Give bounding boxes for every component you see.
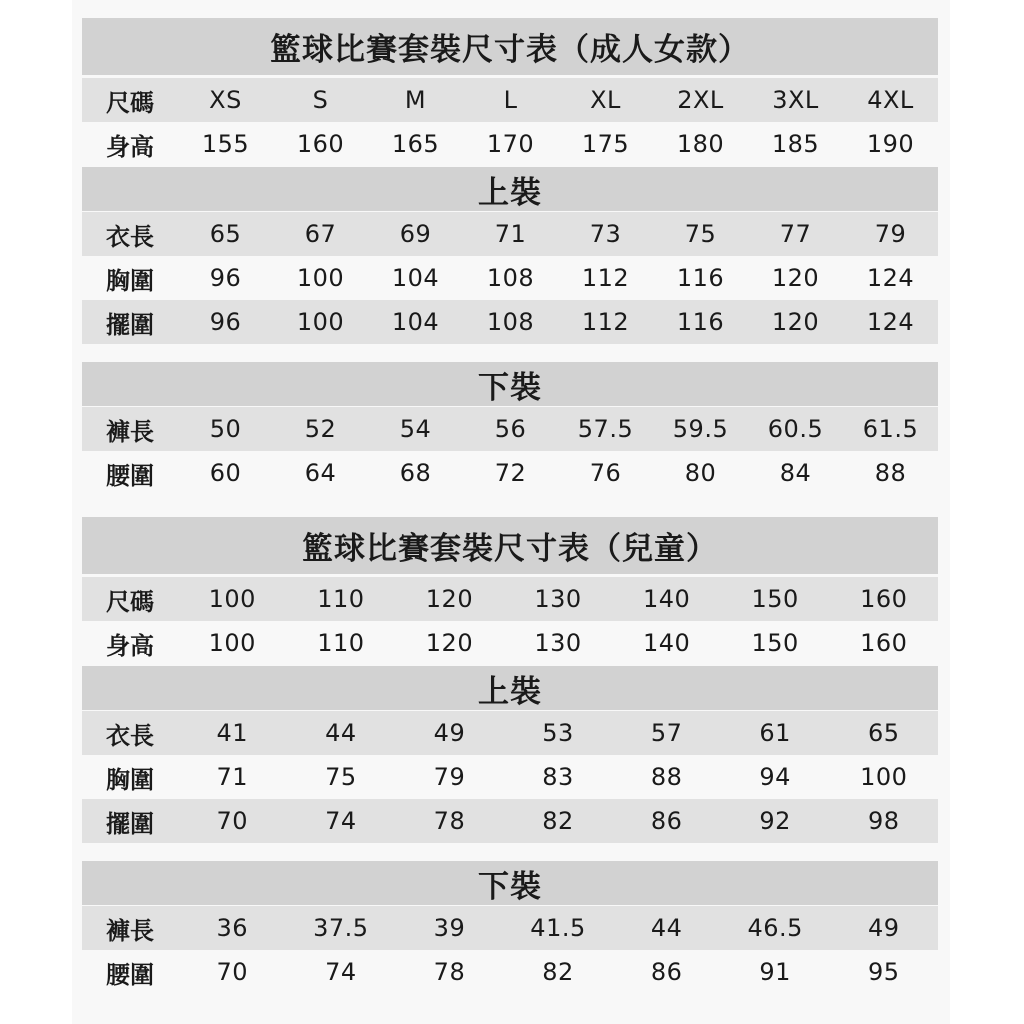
table-cell: 104 [391,308,440,336]
table-cell: 112 [581,264,630,292]
table-cell: 2XL [677,86,724,114]
table-cell: 110 [317,629,365,657]
table-cell: 49 [433,719,466,747]
table-cell: 160 [860,585,908,613]
row-label-height: 身高 [106,132,154,161]
adult-pants-cells [178,415,938,443]
table-cell: 52 [304,415,337,443]
table-cell: 140 [642,585,691,613]
table-cell: 70 [216,958,249,986]
row-label-size: 尺碼 [106,88,154,117]
table-cell: 79 [874,220,907,248]
table-cell: 41.5 [530,914,586,942]
table-cell: 73 [589,220,622,248]
table-cell: 120 [771,264,820,292]
row-label-waist: 腰圍 [106,960,154,989]
table-cell: 79 [433,763,466,791]
table-cell: 39 [433,914,466,942]
child-chart-title: 籃球比賽套裝尺寸表（兒童） [82,517,938,574]
table-cell: 104 [391,264,440,292]
child-chest-cells [178,763,938,791]
adult-chest-cells [178,264,938,292]
row-label-height: 身高 [106,631,154,660]
table-cell: 54 [399,415,432,443]
child-waist-row [82,950,938,994]
child-waist-cells [178,958,938,986]
child-hem-cells [178,807,938,835]
adult-bottom-section-header: 下裝 [82,362,938,406]
table-cell: 100 [208,629,256,657]
child-height-row [82,621,938,665]
adult-top-section-header: 上裝 [82,167,938,211]
table-cell: 3XL [772,86,819,114]
table-cell: 100 [860,763,908,791]
table-cell: 91 [759,958,791,986]
table-cell: 74 [325,958,357,986]
table-cell: 140 [642,629,691,657]
child-height-cells [178,629,938,657]
child-pants-cells [178,914,938,942]
table-cell: 57.5 [577,415,634,443]
child-chest-row [82,755,938,799]
table-cell: 75 [684,220,717,248]
table-cell: 78 [433,958,466,986]
table-cell: 50 [209,415,242,443]
table-cell: 185 [771,130,820,158]
table-cell: 86 [650,958,683,986]
row-label-hem: 擺圍 [106,809,154,838]
row-label-chest: 胸圍 [106,266,154,295]
table-cell: 190 [866,130,915,158]
table-cell: 71 [216,763,249,791]
adult-waist-row [82,451,938,495]
table-cell: 59.5 [672,415,729,443]
adult-height-row [82,122,938,166]
table-cell: 94 [759,763,791,791]
table-cell: 71 [494,220,527,248]
table-cell: 49 [867,914,900,942]
table-cell: 92 [759,807,791,835]
table-cell: 175 [581,130,630,158]
adult-pants-row [82,407,938,451]
table-cell: 88 [650,763,683,791]
table-cell: 155 [201,130,250,158]
table-cell: 60.5 [767,415,824,443]
table-cell: 78 [433,807,466,835]
table-cell: 80 [684,459,717,487]
row-label-pants-length: 褲長 [106,417,154,446]
table-cell: 44 [650,914,683,942]
table-cell: 60 [209,459,242,487]
table-cell: M [404,86,427,114]
table-cell: 57 [650,719,683,747]
adult-length-cells [178,220,938,248]
table-cell: 160 [296,130,345,158]
table-cell: 74 [325,807,357,835]
adult-waist-cells [178,459,938,487]
table-cell: 108 [486,264,535,292]
table-cell: 130 [534,629,582,657]
table-cell: 61 [759,719,791,747]
table-cell: 67 [304,220,337,248]
row-label-pants-length: 褲長 [106,916,154,945]
table-cell: 84 [779,459,812,487]
table-cell: 180 [676,130,725,158]
row-label-length: 衣長 [106,721,154,750]
table-cell: 70 [216,807,249,835]
row-label-chest: 胸圍 [106,765,154,794]
table-cell: 41 [216,719,249,747]
table-cell: 100 [296,264,345,292]
table-cell: 69 [399,220,432,248]
table-cell: 61.5 [862,415,919,443]
child-length-row [82,711,938,755]
table-cell: 120 [425,585,474,613]
table-cell: 65 [867,719,900,747]
table-cell: 4XL [867,86,914,114]
table-cell: 37.5 [313,914,369,942]
row-label-waist: 腰圍 [106,461,154,490]
table-cell: 170 [486,130,535,158]
table-cell: 82 [542,958,574,986]
table-cell: 110 [317,585,365,613]
table-cell: 53 [542,719,574,747]
table-cell: 44 [325,719,357,747]
adult-length-row [82,212,938,256]
table-cell: 124 [866,264,915,292]
adult-hem-row [82,300,938,344]
table-cell: 88 [874,459,907,487]
table-cell: XS [209,86,242,114]
table-cell: 86 [650,807,683,835]
table-cell: 83 [542,763,574,791]
table-cell: 165 [391,130,440,158]
child-size-cells [178,585,938,613]
adult-chest-row [82,256,938,300]
row-label-hem: 擺圍 [106,310,154,339]
table-cell: 96 [209,264,242,292]
table-cell: 116 [676,308,725,336]
child-size-row [82,577,938,621]
child-length-cells [178,719,938,747]
table-cell: 108 [486,308,535,336]
child-top-section-header: 上裝 [82,666,938,710]
table-cell: 124 [866,308,915,336]
table-cell: 120 [771,308,820,336]
table-cell: 75 [325,763,357,791]
table-cell: 95 [867,958,900,986]
table-cell: 130 [534,585,582,613]
table-cell: 116 [676,264,725,292]
table-cell: 56 [494,415,527,443]
table-cell: 77 [779,220,812,248]
row-label-length: 衣長 [106,222,154,251]
table-cell: 82 [542,807,574,835]
table-cell: 112 [581,308,630,336]
table-cell: 100 [296,308,345,336]
table-cell: 36 [216,914,249,942]
table-cell: 72 [494,459,527,487]
table-cell: 120 [425,629,474,657]
table-cell: 100 [208,585,256,613]
table-cell: 160 [860,629,908,657]
table-cell: 150 [751,629,799,657]
adult-chart-title: 籃球比賽套裝尺寸表（成人女款） [82,18,938,75]
adult-size-row [82,78,938,122]
table-cell: 96 [209,308,242,336]
table-cell: 98 [867,807,900,835]
table-cell: 64 [304,459,337,487]
table-cell: L [503,86,518,114]
adult-size-cells [178,86,938,114]
table-cell: XL [590,86,621,114]
child-hem-row [82,799,938,843]
table-cell: 76 [589,459,622,487]
row-label-size: 尺碼 [106,587,154,616]
table-cell: 46.5 [747,914,803,942]
table-cell: 68 [399,459,432,487]
adult-hem-cells [178,308,938,336]
table-cell: 150 [751,585,799,613]
child-bottom-section-header: 下裝 [82,861,938,905]
table-cell: 65 [209,220,242,248]
table-cell: S [312,86,329,114]
child-pants-row [82,906,938,950]
adult-height-cells [178,130,938,158]
